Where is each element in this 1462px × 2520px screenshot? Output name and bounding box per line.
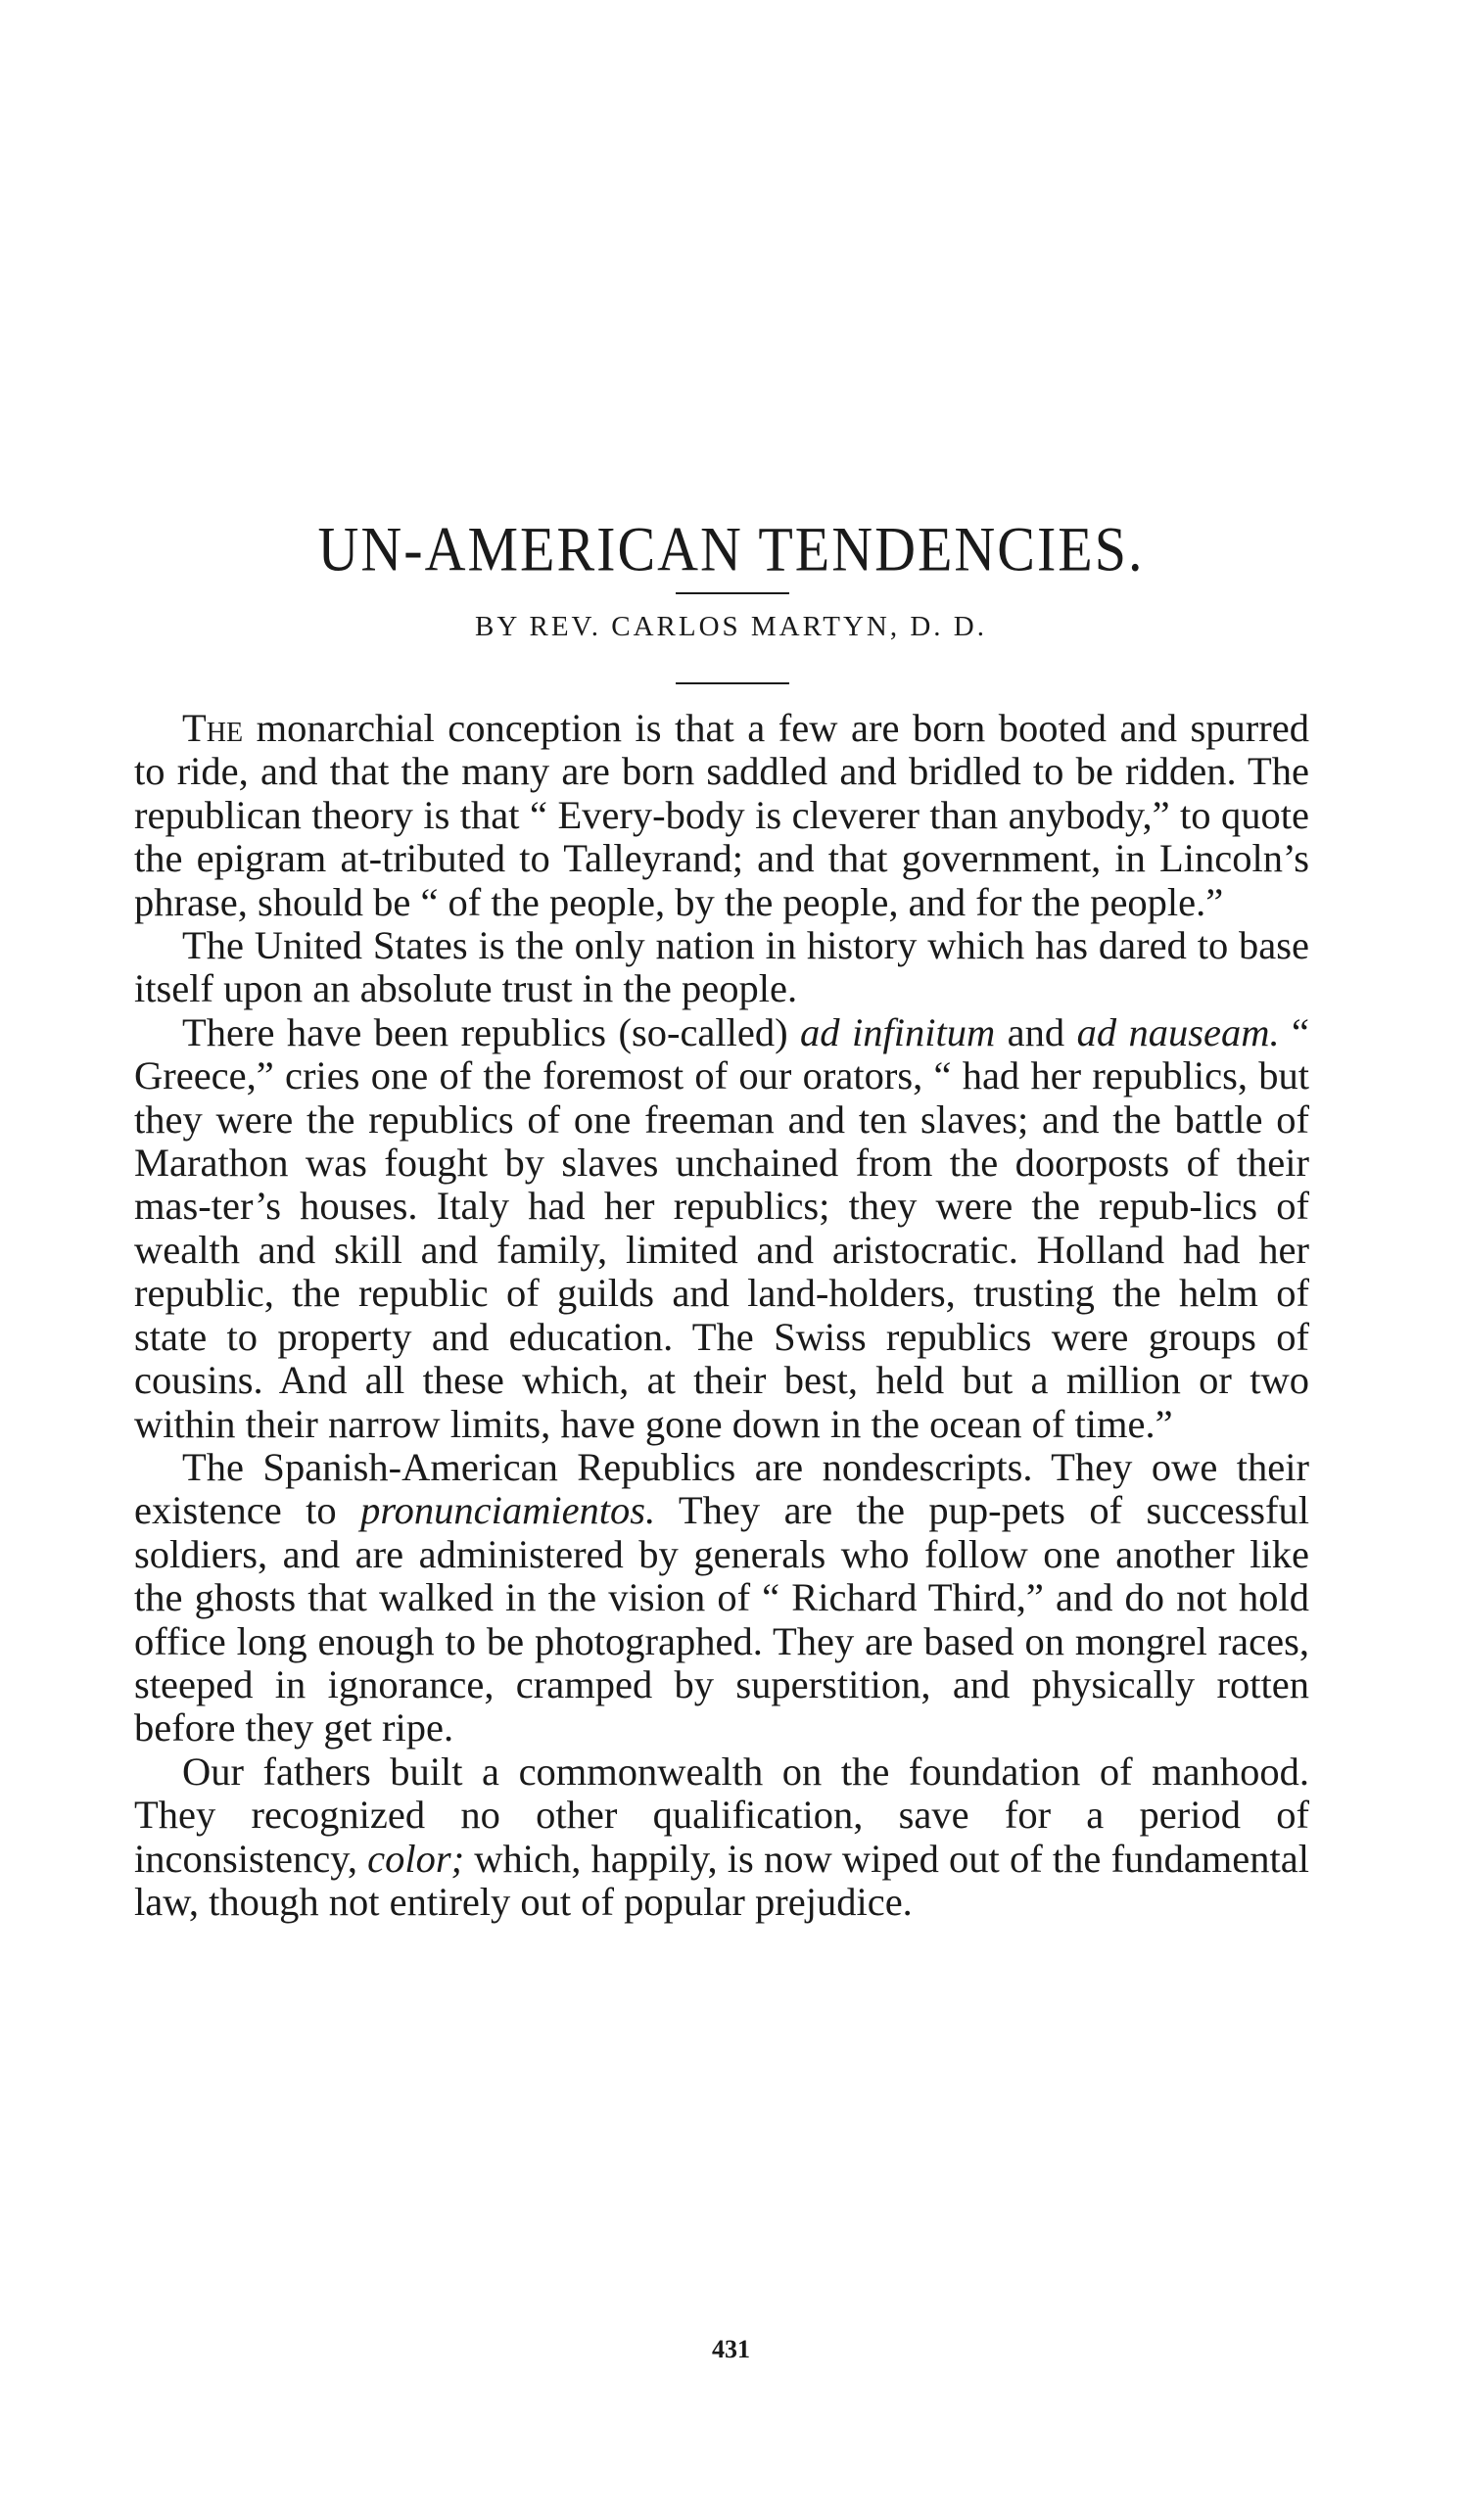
paragraph-text: Our fathers built a commonwealth on the foundation of manhood. They recognized no other qualification, save for a period of inconsistency,	[134, 1749, 1309, 1881]
article-body	[134, 707, 1309, 1924]
paragraph	[134, 1011, 1309, 1446]
paragraph-text: They are the pup-pets of successful soldiers, and are administered by generals who follow one another like the ghosts that walked in the vision of “ Richard Third,” and do not hold office long enough to be photographed. They are based on mongrel races, steeped in ignorance, cramped by superstition, and physically rotten before they get ripe.	[134, 1488, 1310, 1750]
page-number: 431	[712, 2335, 750, 2363]
paragraph-text: There have been republics (so-called)	[182, 1009, 801, 1054]
paragraph-text: The United States is the only nation in history which has dared to base itself upon an absolute trust in the people.	[134, 923, 1309, 1011]
title-rule	[676, 592, 789, 594]
italic-phrase: color;	[367, 1836, 465, 1881]
italic-phrase: ad infinitum	[800, 1009, 996, 1054]
paragraph	[134, 1750, 1309, 1925]
article-byline: BY REV. CARLOS MARTYN, D. D.	[475, 611, 987, 642]
italic-phrase: pronunciamientos.	[360, 1488, 656, 1533]
paragraph-text: The Spanish-American Republics are nondescripts. They owe their existence to	[134, 1444, 1309, 1533]
italic-phrase: ad nauseam.	[1076, 1009, 1280, 1054]
paragraph-text: which, happily, is now wiped out of the fundamental law, though not entirely out of popular prejudice.	[134, 1836, 1309, 1924]
paragraph	[134, 707, 1309, 924]
paragraph-text: monarchial conception is that a few are born booted and spurred to ride, and that the many are born saddled and bridled to be ridden. The republican theory is that “ Every-body is cleverer than anybody,” to quote the epigram at-tributed to Talleyrand; and that government, in Lincoln’s phrase, should be “ of the people, by the people, and for the people.”	[134, 706, 1309, 924]
article-title: UN-AMERICAN TENDENCIES.	[317, 513, 1145, 584]
byline-rule	[676, 682, 789, 684]
paragraph-text: and	[995, 1009, 1077, 1054]
paragraph-text: “ Greece,” cries one of the foremost of our orators, “ had her republics, but they were the republics of one freeman and ten slaves; and the battle of Marathon was fought by slaves unchained from the doorposts of their mas-ter’s houses. Italy had her republics; they were the repub-lics of wealth and skill and family, limited and aristocratic. Holland had her republic, the republic of guilds and land-holders, trusting the helm of state to property and education. The Swiss republics were groups of cousins. And all these which, at their best, held but a million or two within their narrow limits, have gone down in the ocean of time.”	[134, 1009, 1309, 1446]
paragraph	[134, 1446, 1309, 1750]
paragraph	[134, 924, 1309, 1011]
paragraph-lead-word: The	[182, 706, 244, 750]
